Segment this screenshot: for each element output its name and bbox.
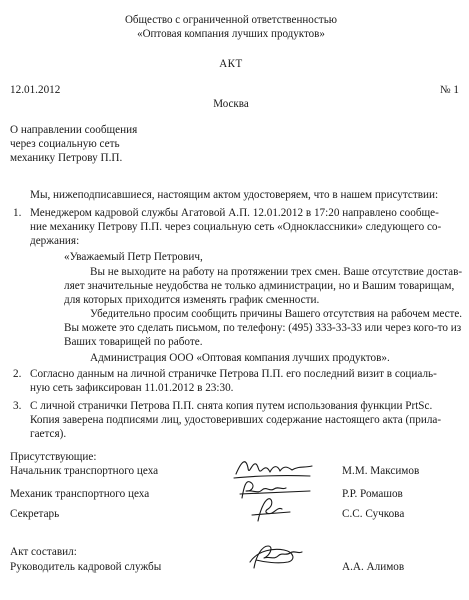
item-2-number: 2. <box>13 368 22 380</box>
signatory-2-position: Механик транспортного цеха <box>10 488 150 500</box>
signatory-1-name: М.М. Максимов <box>342 465 420 477</box>
signatory-2-name: Р.Р. Ромашов <box>342 488 403 500</box>
signatory-3-name: С.С. Сучкова <box>342 508 405 520</box>
signature-composer <box>244 540 308 574</box>
subject-line-2: через социальную сеть <box>10 138 120 150</box>
org-line-1: Общество с ограниченной ответственностью <box>124 14 337 26</box>
intro-text: Мы, нижеподписавшиеся, настоящим актом удостоверяем, что в нашем присутствии: <box>30 189 439 201</box>
doc-title: АКТ <box>219 58 243 70</box>
letter-p1-line-3: для которых приходится изменять график сменности. <box>64 294 320 306</box>
letter-p3-line-1: Вы можете это сделать письмом, по телефону: (495) 333-33-33 или через кого-то из <box>64 322 462 334</box>
item-3-number: 3. <box>13 400 22 412</box>
letter-p1-line-2: ляет значительные неудобства не только администрации, но и Вашим товарищам, <box>64 280 455 292</box>
item-2-line-1: Согласно данным на личной страничке Петрова П.П. его последний визит в социаль- <box>30 368 437 380</box>
doc-date: 12.01.2012 <box>10 84 61 96</box>
composed-label: Акт составил: <box>10 546 77 558</box>
letter-p1-line-1: Вы не выходите на работу на протяжении трех смен. Ваше отсутствие достав- <box>90 266 463 278</box>
composer-position: Руководитель кадровой службы <box>10 561 162 573</box>
item-3-line-1: С личной странички Петрова П.П. снята копия путем использования функции PrtSc. <box>30 400 433 412</box>
item-1-line-3: держания: <box>30 235 80 247</box>
signature-3 <box>246 495 296 525</box>
item-3-line-2: Копия заверена подписями лиц, удостоверивших содержание настоящего акта (прила- <box>30 414 442 426</box>
item-3-line-3: гается). <box>30 428 67 440</box>
letter-p3-line-2: Ваших товарищей по работе. <box>64 336 203 348</box>
item-1-line-2: ние механику Петрову П.П. через социальную сеть «Одноклассники» следующего со- <box>30 221 442 233</box>
letter-p2: Убедительно просим сообщить причины Вашего отсутствия на рабочем месте. <box>90 308 463 320</box>
present-label: Присутствующие: <box>10 451 97 463</box>
subject-line-3: механику Петрову П.П. <box>10 152 123 164</box>
doc-city: Москва <box>213 98 249 110</box>
item-2-line-2: ную сеть зафиксирован 11.01.2012 в 23:30. <box>30 382 234 394</box>
subject-line-1: О направлении сообщения <box>10 124 138 136</box>
letter-p4: Администрация ООО «Оптовая компания лучших продуктов». <box>90 352 390 364</box>
org-line-2: «Оптовая компания лучших продуктов» <box>137 28 325 40</box>
doc-number: № 1 <box>439 84 459 96</box>
composer-name: А.А. Алимов <box>342 561 405 573</box>
letter-greeting: «Уважаемый Петр Петрович, <box>64 251 203 263</box>
signatory-1-position: Начальник транспортного цеха <box>10 465 159 477</box>
item-1-line-1: Менеджером кадровой службы Агатовой А.П. 12.01.2012 в 17:20 направлено сообще- <box>30 207 439 219</box>
signatory-3-position: Секретарь <box>10 508 60 520</box>
item-1-number: 1. <box>13 207 22 219</box>
